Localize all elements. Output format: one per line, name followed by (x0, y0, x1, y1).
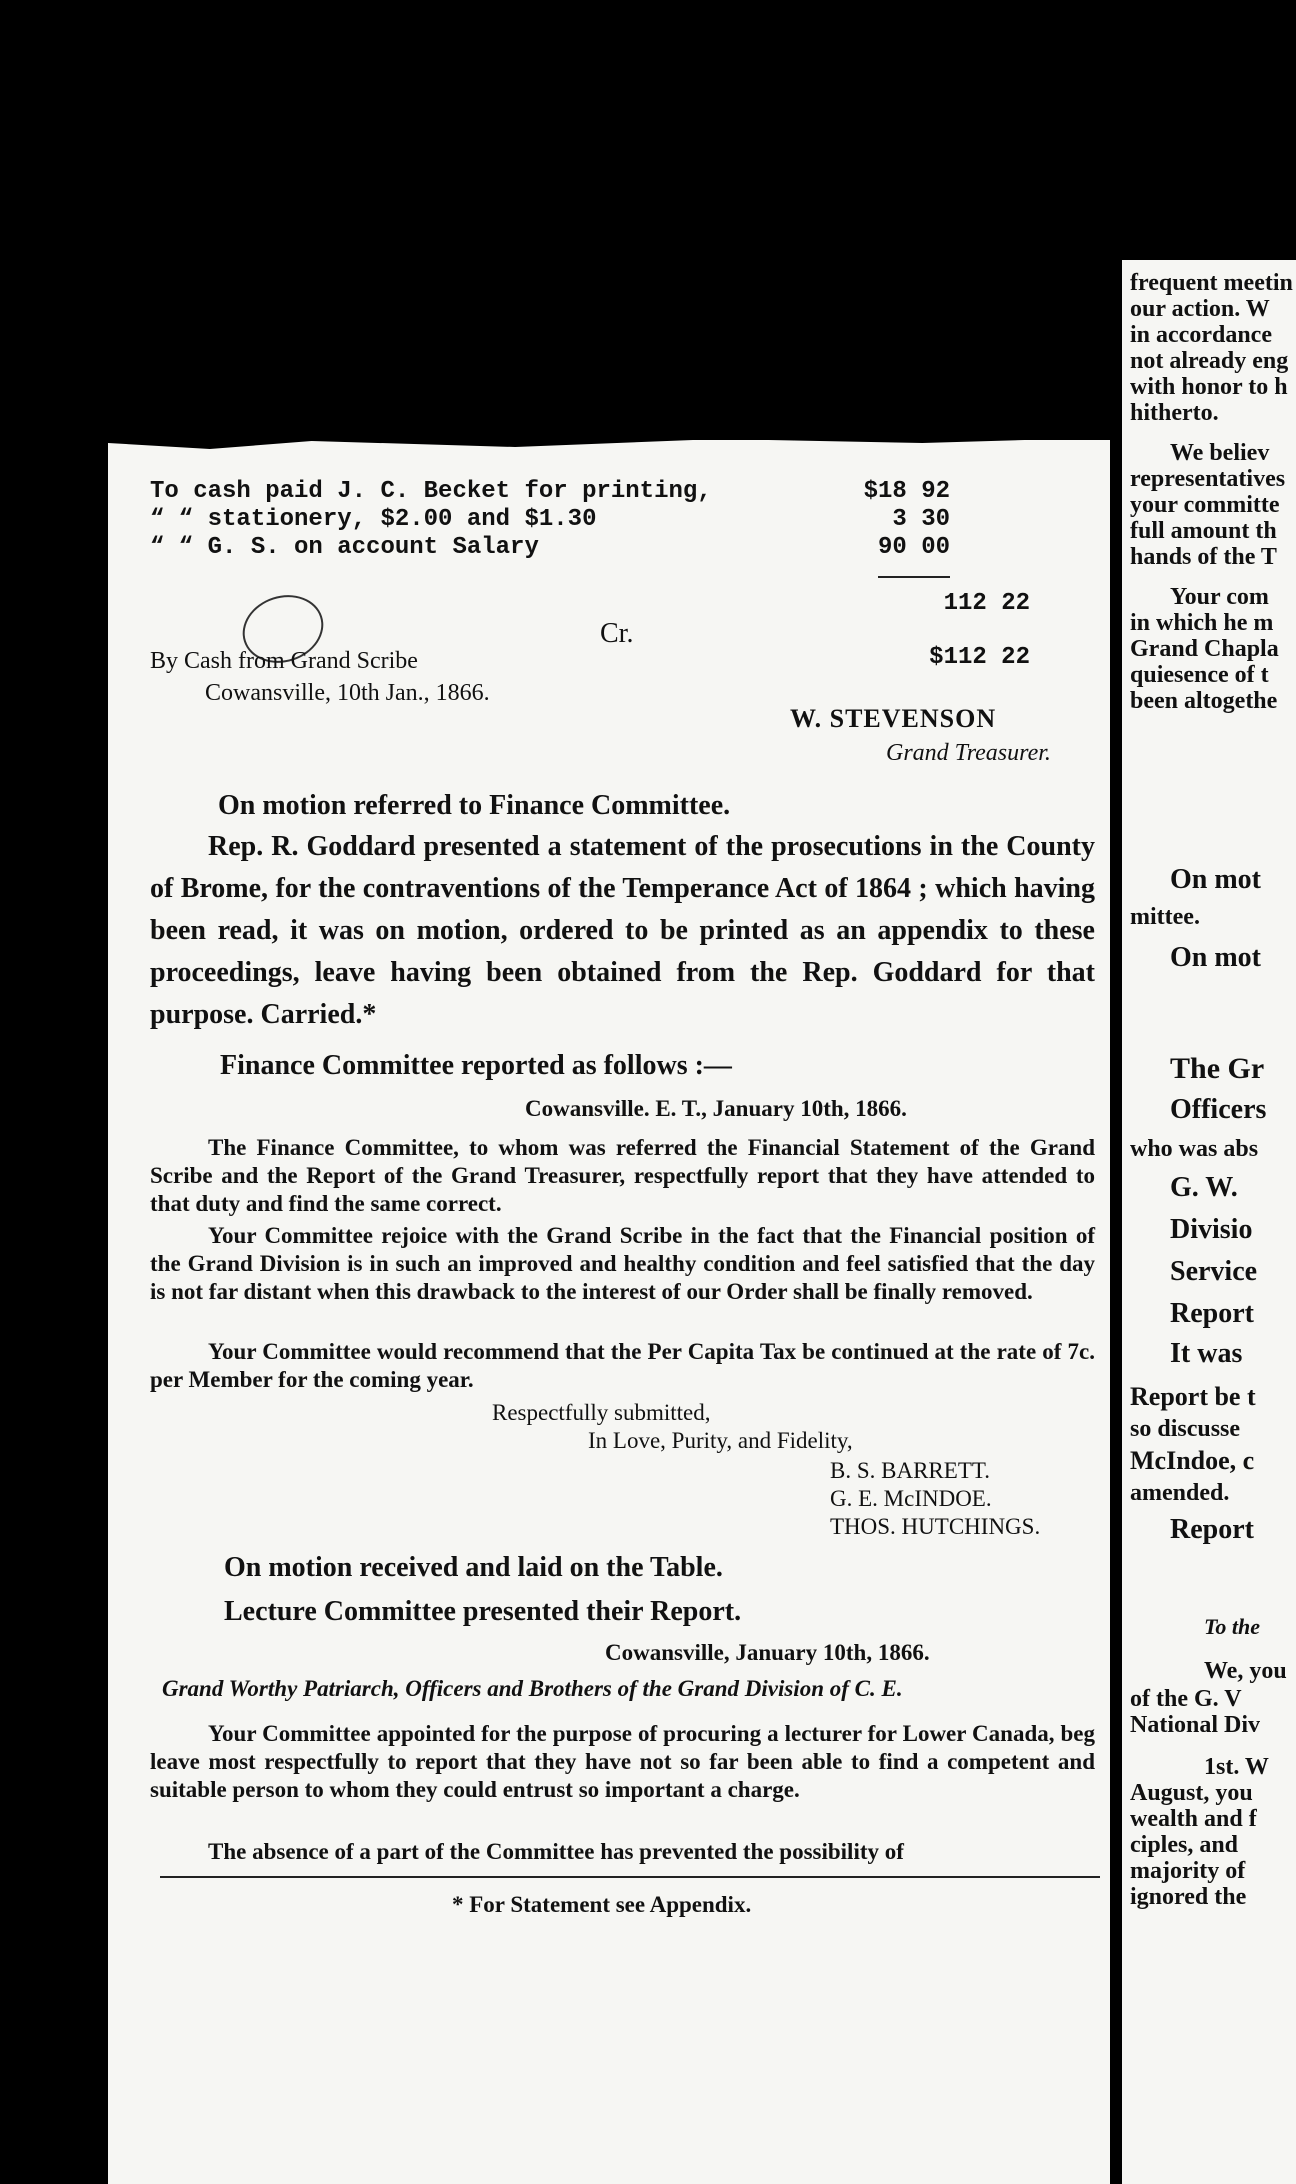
lecture-report-heading: Lecture Committee presented their Report. (224, 1596, 742, 1627)
account-subtotal: 112 22 (943, 590, 1030, 617)
right-page-line: representatives (1130, 466, 1286, 492)
right-page-line: National Div (1130, 1712, 1261, 1738)
finance-report-para: Your Committee rejoice with the Grand Scribe in the fact that the Financial position of the Grand Division is in such an improved and healthy condition and feel satisfied that the day is not far distant when this drawback to the interest of our Order shall be finally removed. (150, 1223, 1095, 1304)
right-page-line: not already eng (1130, 348, 1289, 374)
right-page-line: August, you (1130, 1780, 1253, 1806)
account-debit-row: “ “ G. S. on account Salary (150, 534, 539, 561)
book-spine (1110, 0, 1122, 2184)
right-page-line: with honor to h (1130, 374, 1288, 400)
lecture-report-dateline: Cowansville, January 10th, 1866. (605, 1640, 930, 1665)
right-page-line: your committe (1130, 492, 1280, 518)
right-page-line: Report (1170, 1514, 1254, 1545)
right-page-line: To the (1204, 1614, 1261, 1639)
lecture-salutation: Grand Worthy Patriarch, Officers and Brothers of the Grand Division of C. E. (162, 1676, 903, 1701)
treasurer-title: Grand Treasurer. (886, 740, 1051, 766)
right-page-line: Service (1170, 1256, 1258, 1287)
right-page-line: The Gr (1170, 1052, 1265, 1085)
right-page-line: our action. W (1130, 296, 1270, 322)
finance-report-para: The Finance Committee, to whom was referred the Financial Statement of the Grand Scribe and the Report of the Grand Treasurer, respectfully report that they have attended to that duty and find the same correct. (150, 1135, 1095, 1216)
right-page-line: in accordance (1130, 322, 1272, 348)
right-page-line: amended. (1130, 1480, 1230, 1506)
signatory: G. E. McINDOE. (830, 1486, 992, 1511)
account-debit-row: To cash paid J. C. Becket for printing, (150, 478, 712, 505)
lecture-report-para: Your Committee appointed for the purpose of procuring a lecturer for Lower Canada, beg leave most respectfully to report that they have not so far been able to find a competent and suitable person to whom they could entrust so important a charge. (150, 1721, 1095, 1802)
signatory: B. S. BARRETT. (830, 1458, 990, 1483)
account-dateline: Cowansville, 10th Jan., 1866. (205, 680, 490, 706)
right-page-fragment (1122, 260, 1296, 2184)
right-page-line: On mot (1170, 942, 1261, 973)
right-page-line: McIndoe, c (1130, 1446, 1255, 1475)
right-page-line: wealth and f (1130, 1806, 1257, 1832)
finance-report-dateline: Cowansville. E. T., January 10th, 1866. (525, 1096, 907, 1121)
right-page-line: G. W. (1170, 1172, 1238, 1203)
signatory: THOS. HUTCHINGS. (830, 1514, 1041, 1539)
goddard-paragraph: Rep. R. Goddard presented a statement of the prosecutions in the County of Brome, for the contraventions of the Temperance Act of 1864 ; which having been read, it was on motion, ordered to be printed as an appendix to these proceedings, leave having been obtained from the Rep. Goddard for that purpose. Carried.* (150, 831, 1095, 1030)
closing-line: Respectfully submitted, (492, 1400, 711, 1425)
right-page-line: Divisio (1170, 1214, 1253, 1245)
right-page-line: who was abs (1130, 1136, 1259, 1162)
right-page-line: full amount th (1130, 518, 1277, 544)
right-page-line: 1st. W (1204, 1754, 1269, 1780)
right-page-line: frequent meetin (1130, 270, 1293, 296)
motion-finance-committee: On motion referred to Finance Committee. (218, 790, 731, 821)
treasurer-signature: W. STEVENSON (790, 704, 997, 733)
account-debit-amount: 3 30 (892, 506, 950, 533)
right-page-line: Grand Chapla (1130, 636, 1279, 662)
finance-report-para: Your Committee would recommend that the Per Capita Tax be continued at the rate of 7c. per Member for the coming year. (150, 1339, 1095, 1392)
closing-line: In Love, Purity, and Fidelity, (588, 1428, 853, 1453)
account-debit-amount: 90 00 (877, 534, 950, 561)
motion-received: On motion received and laid on the Table. (224, 1552, 723, 1583)
right-page-line: Officers (1170, 1094, 1267, 1125)
lecture-report-para: The absence of a part of the Committee has prevented the possibility of (208, 1839, 904, 1864)
right-page-line: Your com (1170, 584, 1269, 610)
footnote: * For Statement see Appendix. (452, 1892, 752, 1917)
sum-rule (878, 576, 950, 578)
right-page-line: Report be t (1130, 1382, 1256, 1411)
right-page-line: Report (1170, 1298, 1254, 1329)
right-page-line: so discusse (1130, 1416, 1241, 1442)
footnote-rule (160, 1876, 1100, 1878)
right-page-line: ciples, and (1130, 1832, 1239, 1858)
right-page-line: hitherto. (1130, 400, 1219, 426)
account-credit-row: By Cash from Grand Scribe (150, 648, 418, 674)
right-page-line: We believ (1170, 440, 1270, 466)
account-debit-amount: $18 92 (863, 478, 950, 505)
right-page-line: been altogethe (1130, 688, 1278, 714)
right-page-line: in which he m (1130, 610, 1274, 636)
account-debit-row: “ “ stationery, $2.00 and $1.30 (150, 506, 597, 533)
right-page-line: of the G. V (1130, 1686, 1242, 1712)
right-page-line: hands of the T (1130, 544, 1277, 570)
account-credit-amount: $112 22 (929, 644, 1030, 671)
finance-report-heading: Finance Committee reported as follows :— (220, 1050, 732, 1081)
right-page-line: quiesence of t (1130, 662, 1269, 688)
right-page-line: We, you (1204, 1658, 1287, 1684)
right-page-line: On mot (1170, 864, 1261, 895)
right-page-line: mittee. (1130, 904, 1200, 930)
right-page-line: It was (1170, 1338, 1243, 1369)
right-page-line: ignored the (1130, 1884, 1247, 1910)
right-page-line: majority of (1130, 1858, 1246, 1884)
credit-label: Cr. (600, 618, 634, 649)
